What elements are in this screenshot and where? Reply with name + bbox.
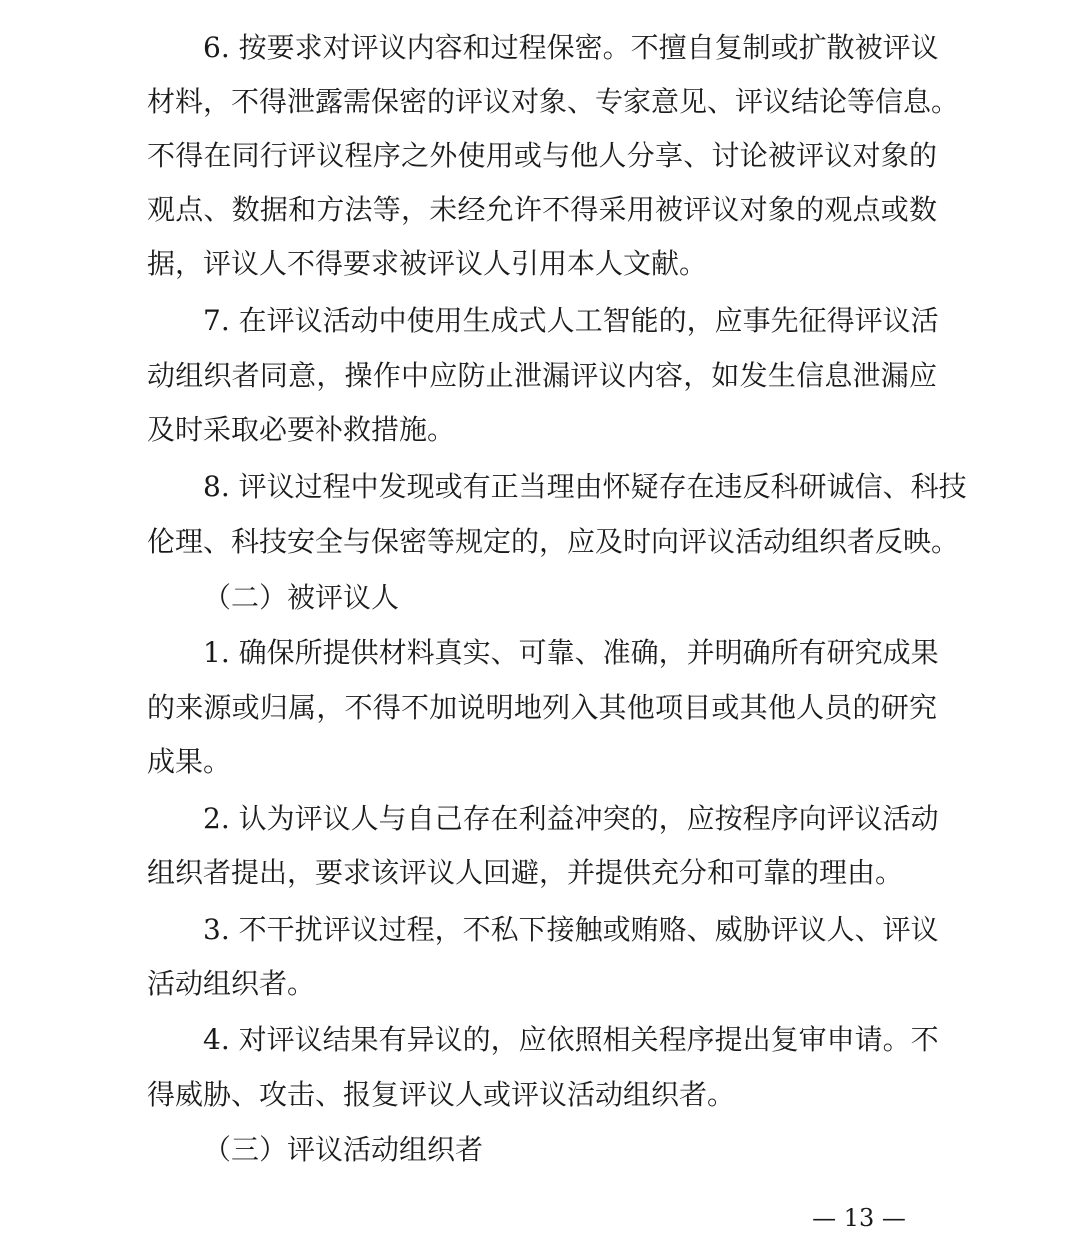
section-heading: （三）评议活动组织者 xyxy=(203,1133,484,1166)
text-line: 动组织者同意，操作中应防止泄漏评议内容，如发生信息泄漏应 xyxy=(147,359,937,392)
text-line: 6. 按要求对评议内容和过程保密。不擅自复制或扩散被评议 xyxy=(203,31,939,64)
text-line: 不得在同行评议程序之外使用或与他人分享、讨论被评议对象的 xyxy=(147,139,937,172)
text-line: 材料，不得泄露需保密的评议对象、专家意见、评议结论等信息。 xyxy=(147,85,960,118)
text-line: 4. 对评议结果有异议的，应依照相关程序提出复审申请。不 xyxy=(203,1023,939,1056)
text-line: 组织者提出，要求该评议人回避，并提供充分和可靠的理由。 xyxy=(147,856,904,889)
text-line: 伦理、科技安全与保密等规定的，应及时向评议活动组织者反映。 xyxy=(147,525,960,558)
text-line: 得威胁、攻击、报复评议人或评议活动组织者。 xyxy=(147,1078,736,1111)
text-line: 据，评议人不得要求被评议人引用本人文献。 xyxy=(147,247,708,280)
page-number: — 13 — xyxy=(812,1204,906,1232)
text-line: 及时采取必要补救措施。 xyxy=(147,413,456,446)
text-line: 的来源或归属，不得不加说明地列入其他项目或其他人员的研究 xyxy=(147,691,937,724)
text-line: 2. 认为评议人与自己存在利益冲突的，应按程序向评议活动 xyxy=(203,802,939,835)
text-line: 8. 评议过程中发现或有正当理由怀疑存在违反科研诚信、科技 xyxy=(203,470,967,503)
text-line: 活动组织者。 xyxy=(147,967,316,1000)
text-line: 1. 确保所提供材料真实、可靠、准确，并明确所有研究成果 xyxy=(203,636,939,669)
section-heading: （二）被评议人 xyxy=(203,581,400,614)
text-line: 3. 不干扰评议过程，不私下接触或贿赂、威胁评议人、评议 xyxy=(203,913,939,946)
text-line: 7. 在评议活动中使用生成式人工智能的，应事先征得评议活 xyxy=(203,304,939,337)
text-line: 成果。 xyxy=(147,745,232,778)
text-line: 观点、数据和方法等，未经允许不得采用被评议对象的观点或数 xyxy=(147,193,937,226)
